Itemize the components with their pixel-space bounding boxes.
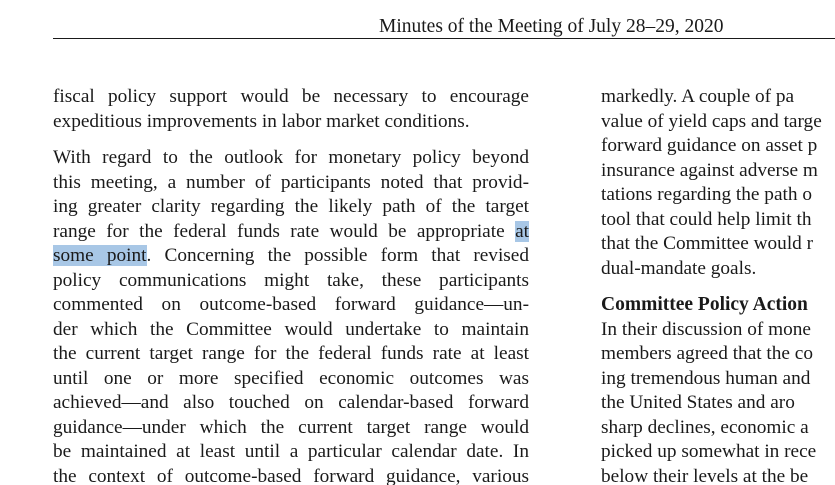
text-line: policy communications might take, these participants — [53, 269, 529, 291]
left-column — [53, 85, 529, 485]
text-line: sharp declines, economic a — [601, 416, 809, 438]
text-line: insurance against adverse m — [601, 159, 818, 181]
text-line: that the Committee would r — [601, 233, 814, 254]
paragraph-monetary-outlook — [53, 146, 529, 485]
text-line: guidance—under which the current target range would — [53, 416, 529, 438]
text-line: ing tremendous human and — [601, 367, 811, 389]
right-column — [601, 85, 835, 485]
text-line: ing greater clarity regarding the likely path of the target — [53, 196, 529, 217]
text-line — [53, 244, 529, 269]
text-line: expeditious improvements in labor market conditions. — [53, 110, 470, 132]
text-line: the current target range for the federal funds rate at least — [53, 343, 529, 364]
text-line: until one or more specified economic outcomes was — [53, 367, 529, 389]
text-line: tations regarding the path o — [601, 184, 812, 205]
text-line: forward guidance on asset p — [601, 135, 818, 156]
text-line: the context of outcome-based forward guidance, various — [53, 465, 529, 485]
text-line: fiscal policy support would be necessary to encourage — [53, 86, 529, 107]
paragraph-fiscal-policy — [53, 85, 529, 134]
text-line: der which the Committee would undertake to maintain — [53, 318, 529, 340]
text-line: the United States and aro — [601, 392, 795, 413]
text-segment: range for the federal funds rate would be appropriate — [53, 220, 516, 242]
text-line: In their discussion of mone — [601, 318, 811, 340]
text-line: dual-mandate goals. — [601, 257, 757, 279]
running-header — [53, 14, 835, 39]
paragraph-committee-discussion — [601, 318, 835, 485]
text-line: be maintained at least until a particular calendar date. In — [53, 441, 529, 462]
text-line — [53, 220, 529, 245]
header-title: Minutes of the Meeting of July 28–29, 2020 — [379, 16, 724, 37]
text-line: members agreed that the co — [601, 343, 813, 364]
highlighted-selection[interactable]: at — [515, 220, 529, 242]
highlighted-selection[interactable]: some point — [53, 245, 147, 266]
text-segment: . Concerning the possible form that revised — [146, 245, 530, 266]
text-line: commented on outcome-based forward guidance—un- — [53, 294, 529, 315]
text-line: value of yield caps and targe — [601, 110, 822, 132]
text-line: tool that could help limit th — [601, 208, 812, 230]
section-heading: Committee Policy Action — [601, 294, 808, 315]
paragraph-yield-caps — [601, 85, 835, 281]
text-line: this meeting, a number of participants noted that provid- — [53, 171, 529, 193]
text-line: With regard to the outlook for monetary policy beyond — [53, 147, 529, 168]
text-line: below their levels at the be — [601, 465, 809, 485]
text-line: markedly. A couple of pa — [601, 86, 795, 107]
text-line: achieved—and also touched on calendar-based forward — [53, 392, 529, 413]
text-line: picked up somewhat in rece — [601, 441, 817, 462]
